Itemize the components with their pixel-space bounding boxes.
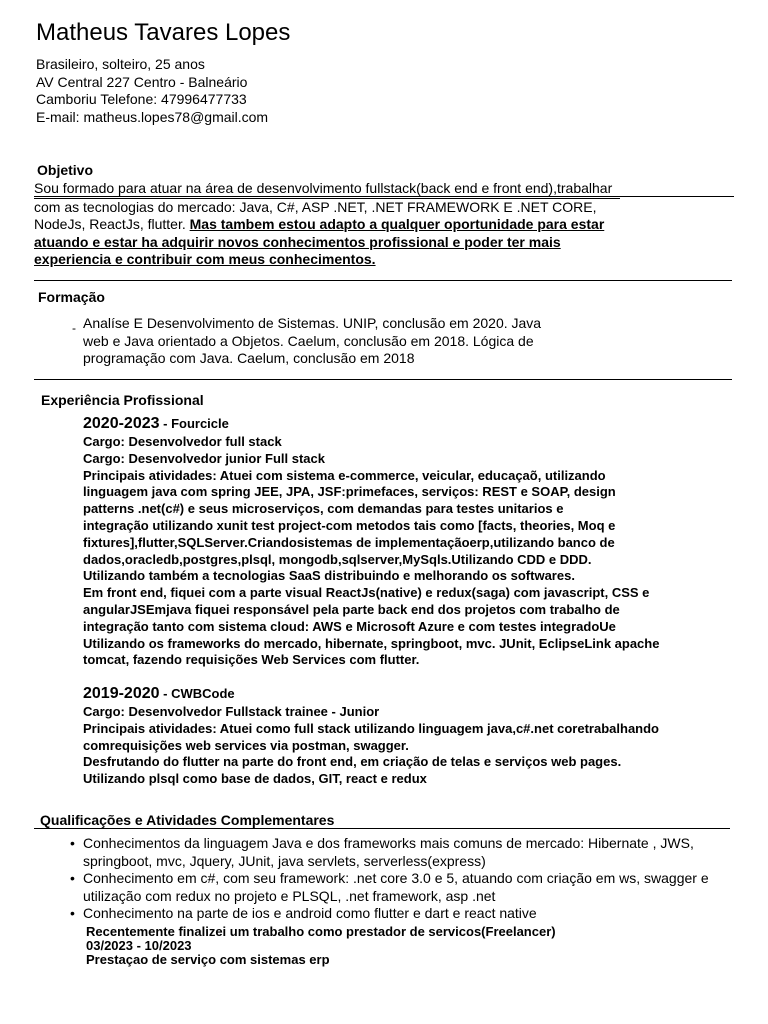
job-1-title [83,414,229,433]
freelance-line: Prestaçao de serviço com sistemas erp [86,952,330,967]
objective-line-2: com as tecnologias do mercado: Java, C#, ASP .NET, .NET FRAMEWORK E .NET CORE, [34,198,597,215]
job-1-line: linguagem java com spring JEE, JPA, JSF:primefaces, serviços: REST e SOAP, design [83,484,616,500]
job-1-line: integração tanto com sistema cloud: AWS e Microsoft Azure e com testes integradoUe [83,618,616,634]
email-line: E-mail: matheus.lopes78@gmail.com [36,108,269,125]
objective-rule [34,196,734,197]
job-1-line: fixtures],flutter,SQLServer.Criandosistemas de implementaçãoerp,utilizando banco de [83,534,615,550]
freelance-line: Recentemente finalizei um trabalho como prestador de servicos(Freelancer) [86,924,556,939]
job-2-title [83,684,235,703]
qualification-item: • Conhecimento em c#, com seu framework: .net core 3.0 e 5, atuando com criação em ws, swagger e utilização com redux no projeto e PLSQL, .net framework, asp .net [70,870,730,905]
objective-line-3 [34,216,634,234]
education-text: Analíse E Desenvolvimento de Sistemas. UNIP, conclusão em 2020. Java web e Java orientado a Objetos. Caelum, conclusão em 2018. Lógica de programação com Java. Caelum, conclusão em 2018 [83,315,542,366]
qualifications-rule [34,828,730,829]
job-1-details [83,434,673,669]
section-divider-1 [34,280,732,281]
job-1-line: patterns .net(c#) e seus microserviços, com demandas para testes unitarios e [83,501,564,517]
job-1-line: angularJSEmjava fiquei responsável pela parte back end dos projetos com trabalho de [83,601,620,617]
job-2-company: - CWBCode [159,686,235,701]
job-2-line: Utilizando plsql como base de dados, GIT, react e redux [83,771,427,787]
candidate-name: Matheus Tavares Lopes [36,19,291,46]
job-2-line: Cargo: Desenvolvedor Fullstack trainee - Junior [83,704,380,719]
personal-info: Brasileiro, solteiro, 25 anos [36,56,205,72]
education-bullet: - [72,321,76,335]
job-1-line: Cargo: Desenvolvedor full stack [83,434,282,449]
objective-line-5: experiencia e contribuir com meus conhecimentos. [34,251,376,267]
job-1-line: integração utilizando xunit test project-com metodos tais como [facts, theories, Moq e [83,517,616,533]
job-1-line: Utilizando também a tecnologias SaaS distribuindo e melhorando os softwares. [83,568,575,584]
qualifications-title: Qualificações e Atividades Complementares [40,812,335,828]
job-2-details [83,704,673,788]
job-1-line: tomcat, fazendo requisições Web Services com flutter. [83,652,420,668]
qualification-item: • Conhecimentos da linguagem Java e dos frameworks mais comuns de mercado: Hibernate , JWS, springboot, mvc, Jquery, JUnit, java servlets, serverless(express) [70,835,730,870]
address-line: AV Central 227 Centro - Balneário [36,73,248,90]
job-1-line: Em front end, fiquei com a parte visual ReactJs(native) e redux(saga) com javascript, CSS e [83,585,650,601]
job-2-line: Principais atividades: Atuei como full stack utilizando linguagem java,c#.net coretrabalhando [83,720,659,736]
job-2-years: 2019-2020 [83,685,160,702]
objective-line-4: atuando e estar ha adquirir novos conhecimentos profissional e poder ter mais [34,233,561,250]
education-title: Formação [38,289,105,305]
job-2-line: Desfrutando do flutter na parte do front end, em criação de telas e serviços web pages. [83,754,622,770]
job-1-line: Cargo: Desenvolvedor junior Full stack [83,450,325,466]
job-1-line: Utilizando os frameworks do mercado, hibernate, springboot, mvc. JUnit, EclipseLink apache [83,635,660,651]
objective-line-1: Sou formado para atuar na área de desenvolvimento fullstack(back end e front end),trabalhar [34,180,620,199]
address-phone-line: Camboriu Telefone: 47996477733 [36,91,247,107]
objective-title: Objetivo [37,162,94,178]
qualifications-list [70,835,730,923]
freelance-dates: 03/2023 - 10/2023 [86,938,192,953]
job-2-line: comrequisições web services via postman, swagger. [83,737,409,753]
objective-line-3-plain: NodeJs, ReactJs, flutter. [34,216,190,232]
contact-info [36,56,436,126]
section-divider-2 [34,379,732,380]
qualification-item: • Conhecimento na parte de ios e android como flutter e dart e react native [70,905,730,923]
objective-text [34,180,634,269]
job-1-years: 2020-2023 [83,415,160,432]
job-1-line: Principais atividades: Atuei com sistema e-commerce, veicular, educaçaõ, utilizando [83,467,606,483]
freelance-note [86,925,556,967]
job-1-line: dados,oracledb,postgres,plsql, mongodb,sqlserver,MySqls.Utilizando CDD e DDD. [83,551,592,567]
objective-line-3-bold: Mas tambem estou adapto a qualquer oportunidade para estar [189,216,605,232]
experience-title: Experiência Profissional [41,392,204,408]
job-1-company: - Fourcicle [159,416,229,431]
